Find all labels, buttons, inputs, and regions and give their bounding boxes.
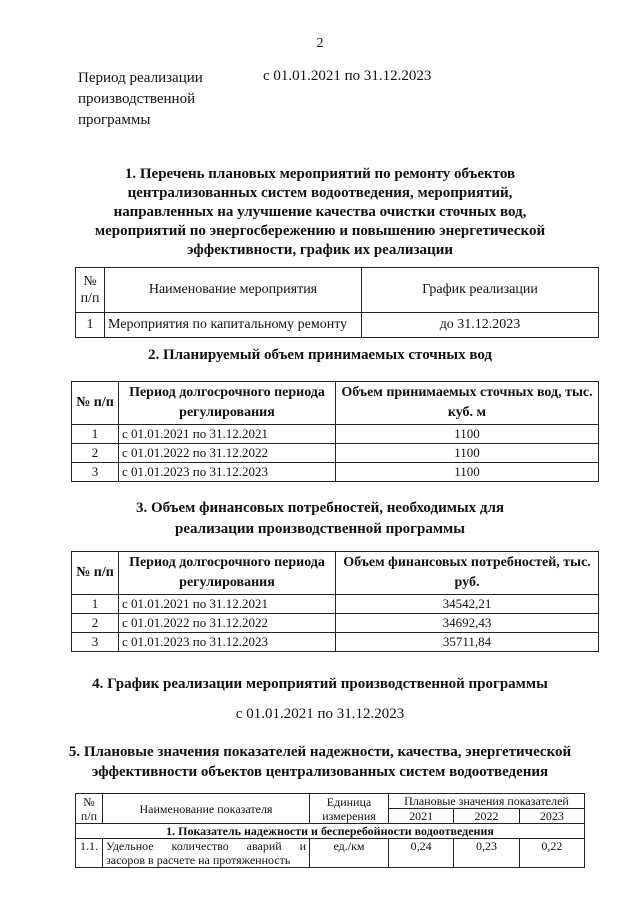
section1-title <box>0 165 640 260</box>
indicators-table <box>75 793 585 868</box>
col-volume-header: Объем принимаемых сточных вод, тыс. куб. м <box>336 382 599 425</box>
financial-needs-table <box>71 551 599 652</box>
row-num: 3 <box>72 463 119 482</box>
section4-title: 4. График реализации мероприятий производственной программы <box>92 676 548 692</box>
row-volume: 1100 <box>336 463 599 482</box>
period-label-line: производственной <box>78 91 196 107</box>
section1-title-line: эффективности, график их реализации <box>187 242 453 258</box>
row-finance: 35711,84 <box>336 633 599 652</box>
period-label <box>78 68 248 131</box>
group-title: 1. Показатель надежности и бесперебойности водоотведения <box>76 824 585 839</box>
section2-title: 2. Планируемый объем принимаемых сточных вод <box>147 347 493 363</box>
table-row <box>72 425 599 444</box>
section1-title-line: 1. Перечень плановых мероприятий по ремонту объектов <box>124 166 516 182</box>
table-header-row <box>72 382 599 425</box>
table-row <box>72 444 599 463</box>
section5-title-line: эффективности объектов централизованных систем водоотведения <box>91 764 549 780</box>
row-num: 1.1. <box>76 839 103 868</box>
year-header: 2021 <box>389 809 454 824</box>
row-schedule: до 31.12.2023 <box>362 313 599 338</box>
row-period: с 01.01.2021 по 31.12.2021 <box>119 595 336 614</box>
row-period: с 01.01.2023 по 31.12.2023 <box>119 633 336 652</box>
section5-title-line: 5. Плановые значения показателей надежности, качества, энергетической <box>68 744 572 760</box>
col-name-header: Наименование мероприятия <box>105 268 362 313</box>
row-period: с 01.01.2022 по 31.12.2022 <box>119 614 336 633</box>
col-name-header: Наименование показателя <box>103 794 310 824</box>
row-value: 0,23 <box>454 839 519 868</box>
table-row <box>76 839 585 868</box>
row-period: с 01.01.2022 по 31.12.2022 <box>119 444 336 463</box>
row-volume: 1100 <box>336 425 599 444</box>
col-num-header: № п/п <box>76 268 105 313</box>
section1-title-line: направленных на улучшение качества очистки сточных вод, <box>113 204 527 220</box>
row-num: 2 <box>72 614 119 633</box>
year-header: 2022 <box>454 809 519 824</box>
row-num: 1 <box>76 313 105 338</box>
section1-title-line: централизованных систем водоотведения, мероприятий, <box>127 185 513 201</box>
row-num: 2 <box>72 444 119 463</box>
section3-title-line: 3. Объем финансовых потребностей, необходимых для <box>135 500 505 516</box>
row-num: 3 <box>72 633 119 652</box>
col-num-header: № п/п <box>72 552 119 595</box>
period-label-line: программы <box>78 112 151 128</box>
table-row <box>72 614 599 633</box>
row-name: Мероприятия по капитальному ремонту <box>105 313 362 338</box>
row-num: 1 <box>72 425 119 444</box>
period-value: с 01.01.2021 по 31.12.2023 <box>263 68 432 84</box>
col-unit-header: Единица измерения <box>310 794 389 824</box>
section1-title-line: мероприятий по энергосбережению и повышению энергетической <box>94 223 546 239</box>
table-row <box>72 633 599 652</box>
row-name <box>103 839 310 868</box>
table-header-row <box>76 268 599 313</box>
row-unit: ед./км <box>310 839 389 868</box>
row-period: с 01.01.2021 по 31.12.2021 <box>119 425 336 444</box>
col-period-header: Период долгосрочного периода регулирования <box>119 382 336 425</box>
col-schedule-header: График реализации <box>362 268 599 313</box>
section4-period: с 01.01.2021 по 31.12.2023 <box>235 706 405 722</box>
col-finance-header: Объем финансовых потребностей, тыс. руб. <box>336 552 599 595</box>
row-num: 1 <box>72 595 119 614</box>
year-header: 2023 <box>519 809 584 824</box>
section3-title <box>0 498 640 540</box>
table-header-row <box>72 552 599 595</box>
col-num-header: № п/п <box>76 794 103 824</box>
table-row <box>72 595 599 614</box>
col-plan-header: Плановые значения показателей <box>389 794 585 809</box>
row-value: 0,22 <box>519 839 584 868</box>
table-header-row <box>76 794 585 809</box>
col-num-header: № п/п <box>72 382 119 425</box>
row-name-line: Удельное количество аварий и <box>106 839 306 853</box>
row-period: с 01.01.2023 по 31.12.2023 <box>119 463 336 482</box>
row-name-line: засоров в расчете на протяженность <box>106 853 291 867</box>
events-table <box>75 267 599 338</box>
table-row <box>72 463 599 482</box>
wastewater-volume-table <box>71 381 599 482</box>
row-value: 0,24 <box>389 839 454 868</box>
col-period-header: Период долгосрочного периода регулирования <box>119 552 336 595</box>
row-finance: 34692,43 <box>336 614 599 633</box>
group-row <box>76 824 585 839</box>
page-number: 2 <box>316 36 324 51</box>
period-label-line: Период реализации <box>78 70 203 86</box>
row-finance: 34542,21 <box>336 595 599 614</box>
row-volume: 1100 <box>336 444 599 463</box>
table-row <box>76 313 599 338</box>
section3-title-line: реализации производственной программы <box>175 521 465 537</box>
section5-title <box>0 742 640 782</box>
